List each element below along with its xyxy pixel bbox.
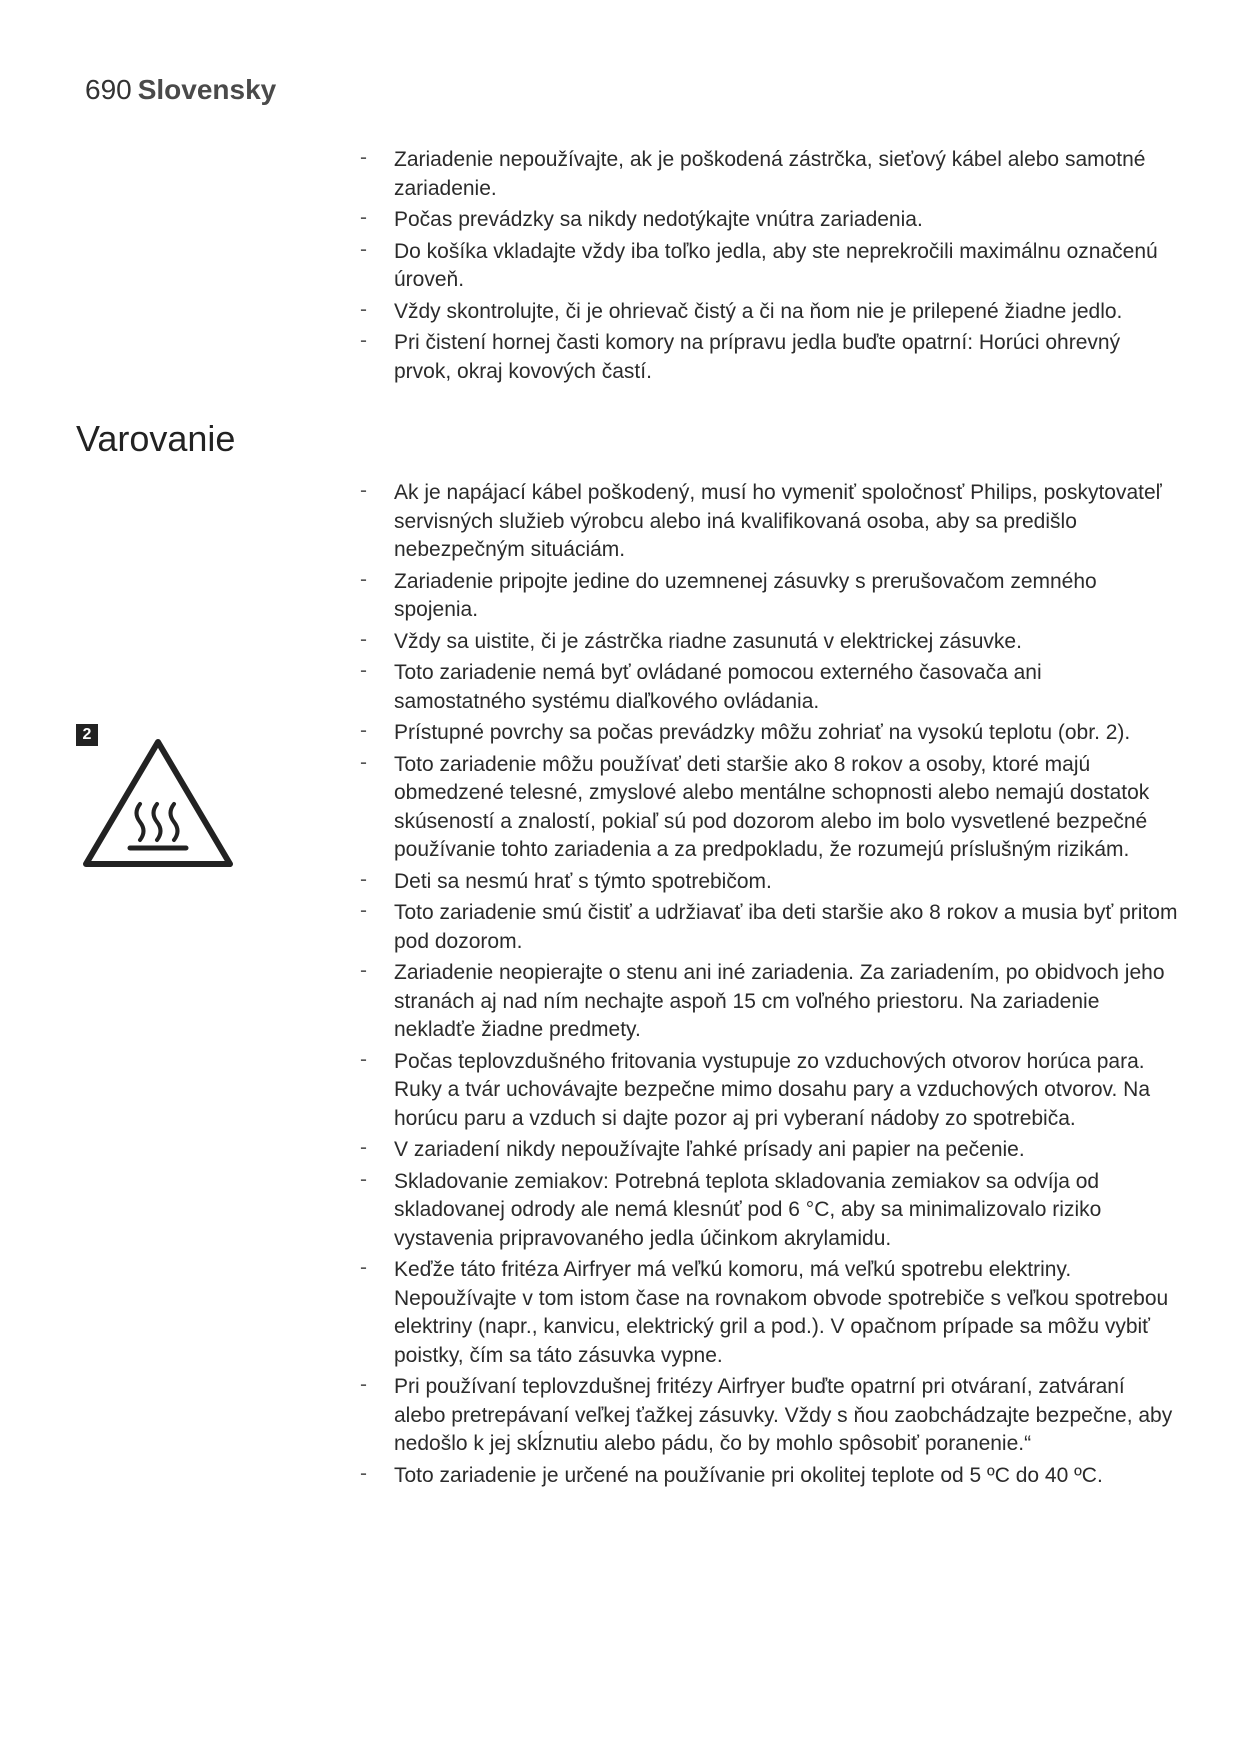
list-item: - Zariadenie nepoužívajte, ak je poškodená zástrčka, sieťový kábel alebo samotné zariadenie. xyxy=(360,146,1146,200)
warning-list xyxy=(358,479,1178,1493)
list-item: - Toto zariadenie smú čistiť a udržiavať iba deti staršie ako 8 rokov a musia byť pritom pod dozorom. xyxy=(360,899,1178,953)
list-item: - Do košíka vkladajte vždy iba toľko jedla, aby ste neprekročili maximálnu označenú úroveň. xyxy=(360,237,1158,291)
hot-surface-warning-icon xyxy=(80,734,236,870)
language-label: Slovensky xyxy=(137,74,277,105)
list-item: - Skladovanie zemiakov: Potrebná teplota skladovania zemiakov sa odvíja od skladovanej odrody ale nemá klesnúť pod 6 °C, aby sa minimalizovalo riziko vystavenia pripravovaného jedla účinkom akrylamidu. xyxy=(360,1167,1102,1250)
page-number: 690 xyxy=(85,74,132,105)
page-header xyxy=(85,74,276,106)
list-item: - Keďže táto fritéza Airfryer má veľkú komoru, má veľkú spotrebu elektriny. Nepoužívajte v tom istom čase na rovnakom obvode spotrebiče s veľkou spotrebou elektriny (napr., kanvicu, elektrický gril a pod.). V opačnom prípade sa môžu vybiť poistky, čím sa táto zásuvka vypne. xyxy=(360,1256,1169,1367)
section-title-varovanie: Varovanie xyxy=(76,418,236,459)
list-item: - V zariadení nikdy nepoužívajte ľahké prísady ani papier na pečenie. xyxy=(360,1136,1025,1161)
figure-number-badge: 2 xyxy=(76,724,98,746)
list-item: - Vždy skontrolujte, či je ohrievač čistý a či na ňom nie je prilepené žiadne jedlo. xyxy=(360,297,1123,323)
precautions-list xyxy=(358,146,1178,389)
list-item: - Prístupné povrchy sa počas prevádzky môžu zohriať na vysokú teplotu (obr. 2). xyxy=(360,719,1131,744)
list-item: - Počas prevádzky sa nikdy nedotýkajte vnútra zariadenia. xyxy=(360,206,923,231)
list-item: - Pri používaní teplovzdušnej fritézy Airfryer buďte opatrní pri otváraní, zatváraní alebo pretrepávaní veľkej ťažkej zásuvky. Vždy s ňou zaobchádzajte bezpečne, aby nedošlo k jej skĺznutiu alebo pádu, čo by mohlo spôsobiť poranenie.“ xyxy=(360,1373,1173,1455)
list-item: - Počas teplovzdušného fritovania vystupuje zo vzduchových otvorov horúca para. Ruky a tvár uchovávajte bezpečne mimo dosahu pary a vzduchových otvorov. Na horúcu paru a vzduch si dajte pozor aj pri vyberaní nádoby zo spotrebiča. xyxy=(360,1047,1150,1130)
list-item: - Toto zariadenie je určené na používanie pri okolitej teplote od 5 ºC do 40 ºC. xyxy=(360,1461,1103,1487)
list-item: - Toto zariadenie nemá byť ovládané pomocou externého časovača ani samostatného systému diaľkového ovládania. xyxy=(360,659,1042,713)
list-item: - Toto zariadenie môžu používať deti staršie ako 8 rokov a osoby, ktoré majú obmedzené telesné, zmyslové alebo mentálne schopnosti alebo nemajú dostatok skúseností a znalostí, pokiaľ sú pod dozorom alebo im bolo vysvetlené bezpečné používanie tohto zariadenia a za predpokladu, že rozumejú príslušným rizikám. xyxy=(360,750,1150,861)
list-item: - Pri čistení hornej časti komory na prípravu jedla buďte opatrní: Horúci ohrevný prvok, okraj kovových častí. xyxy=(360,329,1121,383)
list-item: - Ak je napájací kábel poškodený, musí ho vymeniť spoločnosť Philips, poskytovateľ servisných služieb výrobcu alebo iná kvalifikovaná osoba, aby sa predišlo nebezpečným situáciám. xyxy=(360,479,1162,561)
list-item: - Zariadenie neopierajte o stenu ani iné zariadenia. Za zariadením, po obidvoch jeho stranách aj nad ním nechajte aspoň 15 cm voľného priestoru. Na zariadenie nekladťe žiadne predmety. xyxy=(360,959,1165,1041)
list-item: - Deti sa nesmú hrať s týmto spotrebičom. xyxy=(360,867,772,893)
list-item: - Zariadenie pripojte jedine do uzemnenej zásuvky s prerušovačom zemného spojenia. xyxy=(360,567,1097,621)
list-item: - Vždy sa uistite, či je zástrčka riadne zasunutá v elektrickej zásuvke. xyxy=(360,627,1022,653)
